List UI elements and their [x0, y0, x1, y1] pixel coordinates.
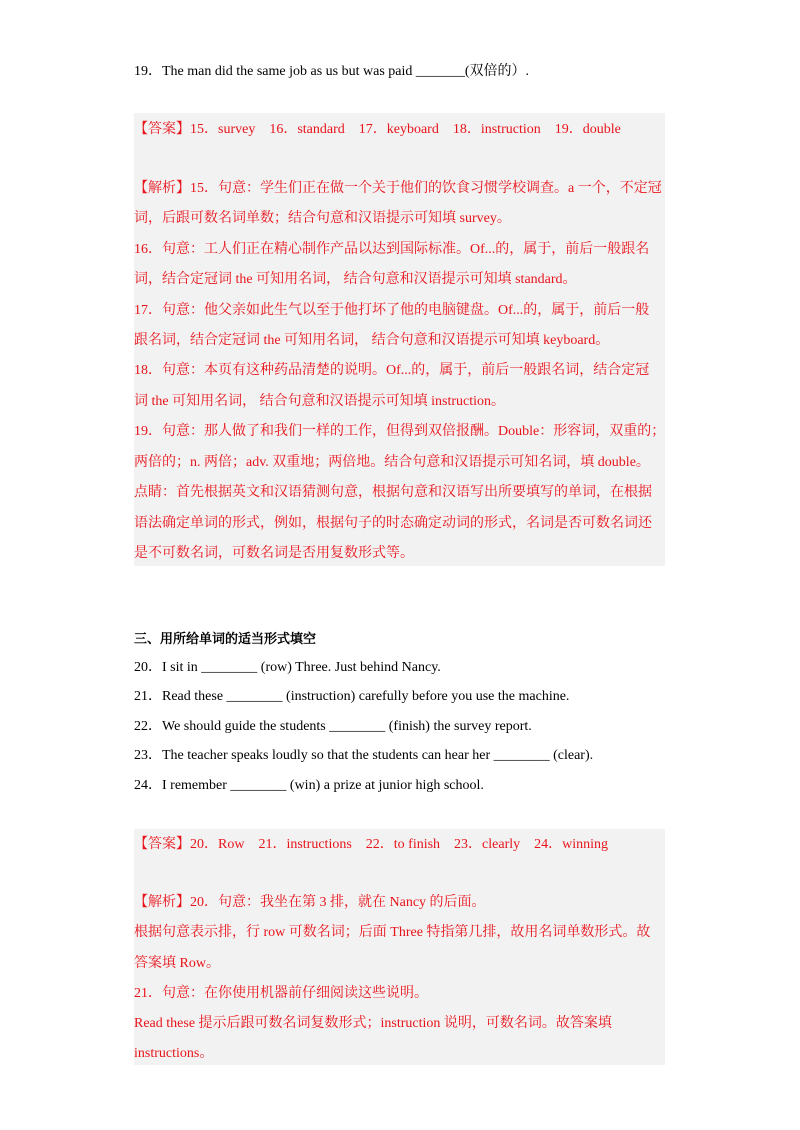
analysis-line: 根据句意表示排，行 row 可数名词；后面 Three 特指第几排，故用名词单数形式。故 — [134, 925, 651, 940]
analysis-line: 【解析】20．句意：我坐在第 3 排，就在 Nancy 的后面。 — [134, 895, 486, 910]
analysis-line: 16．句意：工人们正在精心制作产品以达到国际标准。Of...的，属于，前后一般跟名 — [134, 242, 650, 257]
question-20: 20．I sit in ________ (row) Three. Just behind Nancy. — [134, 660, 441, 675]
question-19: 19．The man did the same job as us but was paid _______(双倍的）. — [134, 64, 530, 79]
answer-line: 【答案】20．Row 21．instructions 22．to finish 23．clearly 24．winning — [134, 837, 609, 852]
analysis-line: 词，结合定冠词 the 可知用名词， 结合句意和汉语提示可知填 standard。 — [134, 272, 577, 287]
question-23: 23．The teacher speaks loudly so that the students can hear her ________ (clear). — [134, 748, 594, 763]
analysis-line: Read these 提示后跟可数名词复数形式；instruction 说明，可数名词。故答案填 — [134, 1016, 612, 1031]
analysis-line: instructions。 — [134, 1046, 214, 1061]
analysis-line: 是不可数名词，可数名词是否用复数形式等。 — [134, 546, 414, 561]
analysis-line: 跟名词，结合定冠词 the 可知用名词， 结合句意和汉语提示可知填 keyboard。 — [134, 333, 610, 348]
analysis-line: 语法确定单词的形式，例如，根据句子的时态确定动词的形式，名词是否可数名词还 — [134, 516, 652, 531]
question-24: 24．I remember ________ (win) a prize at junior high school. — [134, 778, 484, 793]
analysis-line: 两倍的；n. 两倍；adv. 双重地；两倍地。结合句意和汉语提示可知名词，填 double。 — [134, 455, 650, 470]
analysis-line: 18．句意：本页有这种药品清楚的说明。Of...的，属于，前后一般跟名词，结合定冠 — [134, 363, 650, 378]
answer-box-1 — [134, 113, 665, 566]
section-heading: 三、用所给单词的适当形式填空 — [134, 632, 317, 647]
analysis-line: 【解析】15．句意：学生们正在做一个关于他们的饮食习惯学校调查。a 一个，不定冠 — [134, 181, 662, 196]
analysis-line: 词，后跟可数名词单数；结合句意和汉语提示可知填 survey。 — [134, 211, 511, 226]
analysis-line: 点睛：首先根据英文和汉语猜测句意，根据句意和汉语写出所要填写的单词，在根据 — [134, 485, 652, 500]
analysis-line: 词 the 可知用名词， 结合句意和汉语提示可知填 instruction。 — [134, 394, 505, 409]
question-21: 21．Read these ________ (instruction) carefully before you use the machine. — [134, 689, 570, 704]
question-22: 22．We should guide the students ________ (finish) the survey report. — [134, 719, 532, 734]
answer-line: 【答案】15．survey 16．standard 17．keyboard 18．instruction 19．double — [134, 122, 621, 137]
analysis-line: 21．句意：在你使用机器前仔细阅读这些说明。 — [134, 986, 428, 1001]
analysis-line: 17．句意：他父亲如此生气以至于他打坏了他的电脑键盘。Of...的，属于，前后一般 — [134, 303, 650, 318]
analysis-line: 答案填 Row。 — [134, 956, 220, 971]
answer-box-2 — [134, 829, 665, 1065]
analysis-line: 19．句意：那人做了和我们一样的工作，但得到双倍报酬。Double：形容词，双重的； — [134, 424, 666, 439]
